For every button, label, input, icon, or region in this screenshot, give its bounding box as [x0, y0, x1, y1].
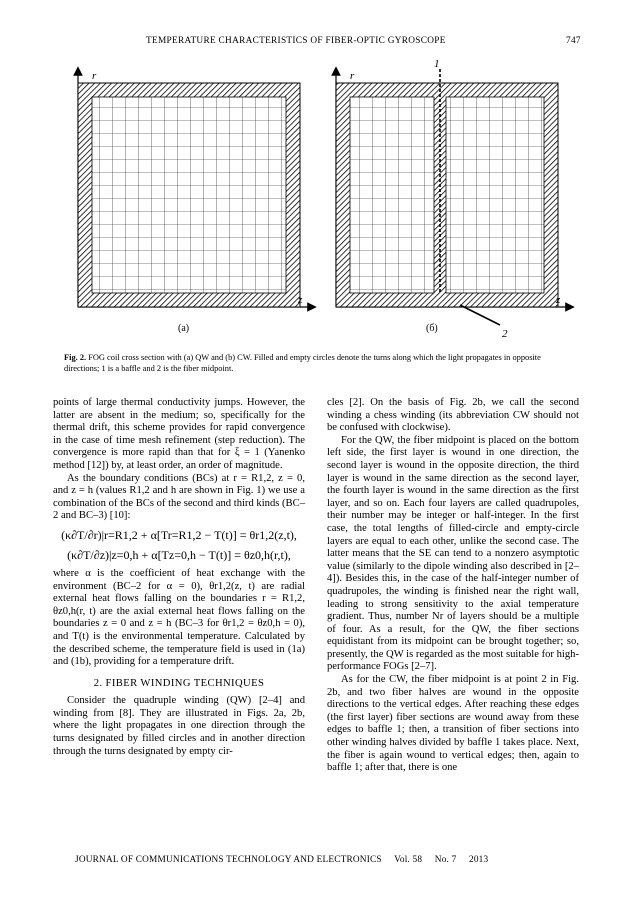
journal-name: JOURNAL OF COMMUNICATIONS TECHNOLOGY AND ELECTRONICS: [75, 855, 382, 865]
panel-b-z-label: z: [556, 294, 561, 306]
left-column: [53, 397, 305, 758]
panel-a-r-label: r: [92, 70, 97, 82]
right-paragraph-1: cles [2]. On the basis of Fig. 2b, we call the second winding a chess winding (its abbreviation CW should not be confused with clockwise).: [327, 397, 579, 434]
left-paragraph-4: Consider the quadruple winding (QW) [2–4] and winding from [8]. They are illustrated in Figs. 2a, 2b, where the light propagates in one direction through the turns designated by filled circles and in another direction through the turns designated by empty cir-: [53, 695, 305, 757]
caption-text: FOG coil cross section with (a) QW and (b) CW. Filled and empty circles denote the turns along which the light propagates in opposite directions; 1 is a baffle and 2 is the fiber midpoint.: [64, 353, 541, 373]
panel-a-winding: [92, 97, 286, 293]
left-paragraph-3: where α is the coefficient of heat exchange with the environment (BC–2 for α = 0), θr1,2(z, t) are radial external heat flows falling on the boundaries r = R1,2, θz0,h(r, t) are the axial external heat flows falling on the boundaries z = 0 and z = h (BC–3 for θr1,2 = θz0,h = 0), and T(t) is the environmental temperature. Calculated by the described scheme, the temperature field is used in (1a) and (1b), providing for a temperature drift.: [53, 567, 305, 668]
caption-lead: Fig. 2.: [64, 353, 87, 362]
journal-volume: Vol. 58: [394, 855, 423, 865]
equation-1: (κ∂T/∂r)|r=R1,2 + α[Tr=R1,2 − T(t)] = θr1,2(z,t),: [61, 527, 297, 542]
left-paragraph-2: As the boundary conditions (BCs) at r = R1,2, z = 0, and z = h (values R1,2 and h are shown in Fig. 1) we use a combination of the BCs of the second and third kinds (BC–2 and BC–3) [10]:: [53, 472, 305, 522]
panel-a-label: (a): [178, 323, 190, 334]
panel-b-label: (б): [426, 323, 438, 334]
panel-b: [336, 58, 570, 340]
panel-b-winding-left: [350, 97, 434, 293]
left-paragraph-1: points of large thermal conductivity jumps. However, the latter are absent in the medium; so, specifically for the thermal drift, this scheme provides for rapid convergence in the case of time mesh refinement (step reduction). The convergence is more rapid than that for ξ = 1 (Yanenko method [12]) by, at least order, an order of magnitude.: [53, 397, 305, 471]
panel-a-z-label: z: [298, 294, 303, 306]
panel-b-winding-right: [446, 97, 544, 293]
section-title: 2. FIBER WINDING TECHNIQUES: [93, 677, 265, 689]
journal-year: 2013: [468, 855, 489, 865]
panel-b-midpoint-label: 2: [502, 328, 508, 340]
panel-b-midpoint-pointer: [460, 305, 500, 325]
panel-b-baffle-label: 1: [434, 58, 440, 70]
panel-a: [78, 70, 312, 334]
figure-caption: [64, 352, 578, 374]
equation-2: (κ∂T/∂z)|z=0,h + α[Tz=0,h − T(t)] = θz0,h(r,t),: [67, 547, 291, 562]
running-title: TEMPERATURE CHARACTERISTICS OF FIBER-OPTIC GYROSCOPE: [146, 36, 446, 46]
figure-2: [60, 55, 580, 345]
right-paragraph-2: For the QW, the fiber midpoint is placed on the bottom left side, the first layer is wound in one direction, the second layer is wound in the opposite direction, the third layer is wound in the same direction as the second layer, the fourth layer is wound in the same direction as the first layer, and so on. Each four layers are called quadrupoles, their number may be integer or half-integer. In the first case, the total lengths of filled-circle and empty-circle layers are equal to each other, unlike the second case. The latter means that the SE can tend to a nonzero asymptotic value (similarly to the dipole winding also described in [2–4]). Besides this, in the case of the half-integer number of quadrupoles, the winding is finished near the right wall, leading to strong sensitivity to the axial temperature gradient. Thus, number Nr of layers should be a multiple of four. As a result, for the QW, the fiber sections equidistant from its midpoint can be brought together; so, presently, the QW is regarded as the most suitable for high-performance FOGs [2–7].: [327, 434, 579, 673]
panel-b-r-label: r: [350, 70, 355, 82]
journal-number: No. 7: [434, 855, 457, 865]
right-column: [327, 397, 579, 775]
page-footer: [75, 855, 498, 865]
right-paragraph-3: As for the CW, the fiber midpoint is at point 2 in Fig. 2b, and two fiber halves are wound in the opposite directions to the vertical edges. After reaching these edges (the first layer) fiber sections are wound away from these edges to baffle 1; then, a transition of fiber sections into other winding halves divided by baffle 1 takes place. Next, the fiber is again wound to vertical edges; then, again to baffle 1; after that, there is one: [327, 674, 579, 774]
page-number: 747: [566, 36, 581, 46]
